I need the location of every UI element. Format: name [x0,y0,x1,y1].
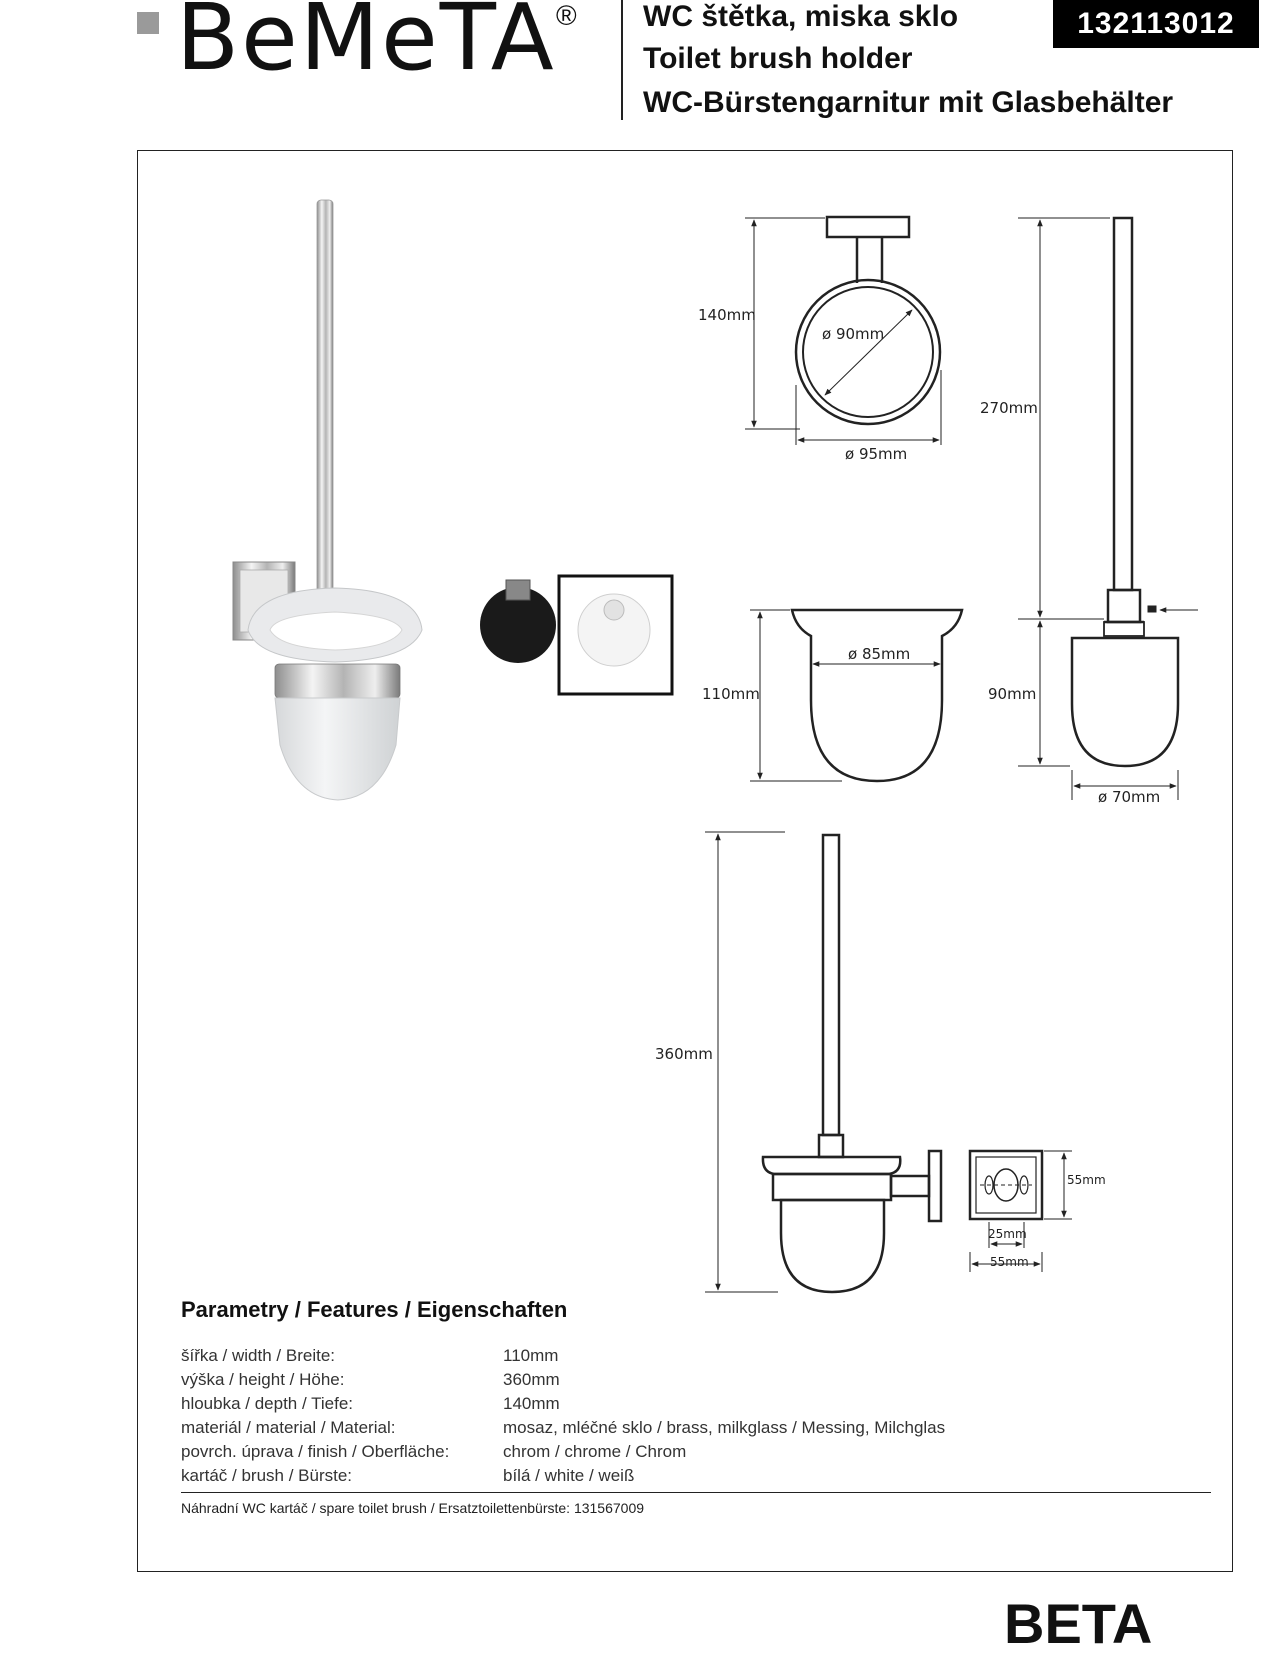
drawing-glass-bowl [792,610,962,781]
feature-label: kartáč / brush / Bürste: [181,1466,353,1485]
dim-140: 140mm [698,306,756,324]
brush-head-white [578,594,650,666]
drawing-assembled-view [763,835,941,1292]
brush-head-black [480,580,556,663]
dim-110: 110mm [702,685,760,703]
drawing-wall-plate [970,1151,1042,1219]
title-czech: WC štětka, miska sklo [643,0,959,33]
spare-brush-note: Náhradní WC kartáč / spare toilet brush / Ersatztoilettenbürste: 131567009 [181,1500,645,1516]
dim-25: 25mm [988,1227,1027,1241]
feature-row [181,1370,1211,1394]
dim-270: 270mm [980,399,1038,417]
feature-value: chrom / chrome / Chrom [503,1442,687,1461]
feature-label: povrch. úprava / finish / Oberfläche: [181,1442,450,1461]
dim-diameter-90: ø 90mm [822,325,885,343]
brand-logo: BeMeTA [176,0,556,91]
feature-value: mosaz, mléčné sklo / brass, milkglass / Messing, Milchglas [503,1418,946,1437]
feature-row [181,1394,1211,1418]
feature-label: výška / height / Höhe: [181,1370,345,1389]
product-photo [233,200,422,800]
title-english: Toilet brush holder [643,42,913,75]
dim-diameter-95: ø 95mm [845,445,908,463]
feature-row [181,1346,1211,1370]
feature-row [181,1466,1211,1490]
registered-mark: ® [556,0,577,31]
drawing-brush-side [1072,218,1178,766]
feature-label: šířka / width / Breite: [181,1346,335,1365]
dim-55-vertical: 55mm [1067,1173,1106,1187]
dim-90: 90mm [988,685,1037,703]
series-name: BETA [1004,1592,1153,1655]
feature-label: materiál / material / Material: [181,1418,396,1437]
dim-55-horizontal: 55mm [990,1255,1029,1269]
feature-value: 140mm [503,1394,560,1413]
features-divider [181,1492,1211,1493]
features-heading: Parametry / Features / Eigenschaften [181,1297,568,1322]
feature-value: bílá / white / weiß [503,1466,635,1485]
feature-row [181,1442,1211,1466]
feature-value: 360mm [503,1370,560,1389]
product-code: 132113012 [1053,0,1259,48]
dim-360: 360mm [655,1045,713,1063]
feature-row [181,1418,1211,1442]
dim-diameter-85: ø 85mm [848,645,911,663]
feature-value: 110mm [503,1346,559,1365]
dim-diameter-70: ø 70mm [1098,788,1161,806]
title-german: WC-Bürstengarnitur mit Glasbehälter [643,86,1174,119]
feature-label: hloubka / depth / Tiefe: [181,1394,354,1413]
drawing-top-view [796,217,940,424]
